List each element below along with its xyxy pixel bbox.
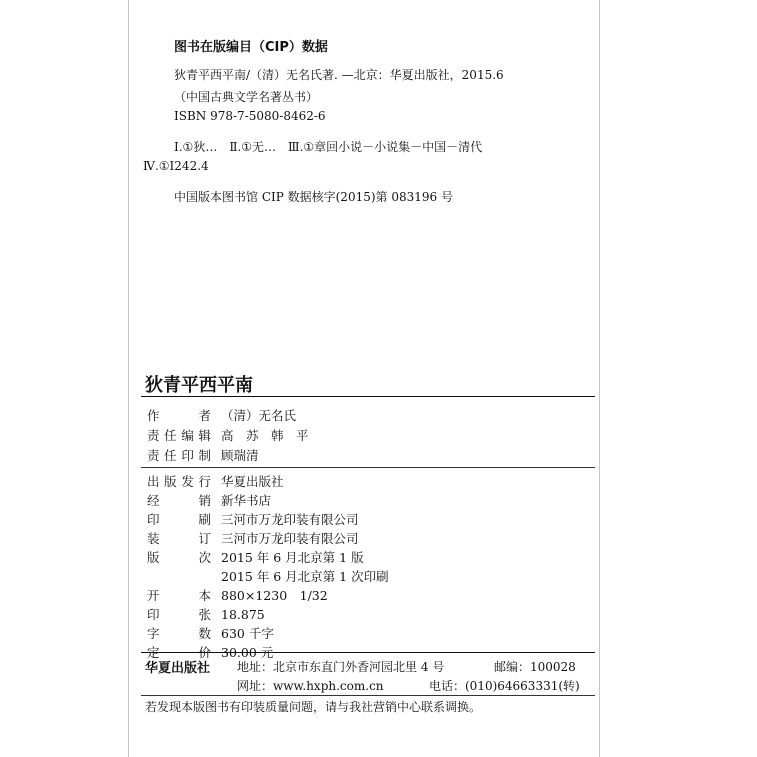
printer-value: 三河市万龙印装有限公司 bbox=[221, 512, 359, 527]
edition-value: 2015 年 6 月北京第 1 版 bbox=[221, 550, 364, 565]
format-row bbox=[147, 586, 328, 604]
price-label: 定 价 bbox=[147, 645, 211, 660]
printing-supervisor-label: 责任印制 bbox=[147, 448, 211, 463]
cip-verification-line: 中国版本图书馆 CIP 数据核字(2015)第 083196 号 bbox=[174, 190, 453, 204]
book-title: 狄青平西平南 bbox=[145, 375, 253, 396]
edition-label: 版 次 bbox=[147, 550, 211, 565]
printing-supervisor-row bbox=[147, 446, 259, 464]
printing-run-value: 2015 年 6 月北京第 1 次印刷 bbox=[221, 569, 389, 584]
format-label: 开 本 bbox=[147, 588, 211, 603]
word-count-value: 630 千字 bbox=[221, 626, 274, 641]
author-row bbox=[147, 406, 296, 424]
author-label: 作 者 bbox=[147, 408, 211, 423]
credits-divider bbox=[141, 467, 595, 468]
cip-class-number-line: Ⅳ.①I242.4 bbox=[143, 159, 209, 173]
publisher-value: 华夏出版社 bbox=[221, 474, 284, 489]
price-value: 30.00 元 bbox=[221, 645, 274, 660]
sheets-value: 18.875 bbox=[221, 607, 265, 622]
author-value: （清）无名氏 bbox=[221, 408, 297, 423]
cip-series-line: （中国古典文学名著丛书） bbox=[174, 90, 319, 104]
publisher-website: 网址：www.hxph.com.cn bbox=[237, 679, 384, 693]
printer-label: 印 刷 bbox=[147, 512, 211, 527]
distributor-value: 新华书店 bbox=[221, 493, 272, 508]
publisher-name: 华夏出版社 bbox=[145, 661, 211, 676]
edition-row bbox=[147, 548, 364, 566]
notice-divider bbox=[141, 695, 595, 696]
publisher-phone: 电话：(010)64663331(转) bbox=[429, 679, 580, 693]
quality-notice: 若发现本版图书有印装质量问题，请与我社营销中心联系调换。 bbox=[145, 700, 482, 714]
printing-supervisor-value: 顾瑞清 bbox=[221, 448, 259, 463]
publisher-label: 出版发行 bbox=[147, 474, 211, 489]
distributor-row bbox=[147, 491, 271, 509]
footer-divider bbox=[141, 652, 595, 653]
sheets-label: 印 张 bbox=[147, 607, 211, 622]
publisher-postcode: 邮编：100028 bbox=[494, 660, 576, 674]
binder-row bbox=[147, 529, 359, 547]
cip-classification-line: Ⅰ.①狄… Ⅱ.①无… Ⅲ.①章回小说－小说集－中国－清代 bbox=[174, 140, 483, 154]
title-divider bbox=[141, 396, 595, 397]
editor-value: 高 苏 韩 平 bbox=[221, 428, 309, 443]
publisher-address: 地址：北京市东直门外香河园北里 4 号 bbox=[237, 660, 445, 674]
word-count-label: 字 数 bbox=[147, 626, 211, 641]
printer-row bbox=[147, 510, 359, 528]
binder-label: 装 订 bbox=[147, 531, 211, 546]
cip-isbn-line: ISBN 978-7-5080-8462-6 bbox=[174, 109, 326, 123]
cip-title: 图书在版编目（CIP）数据 bbox=[174, 40, 328, 55]
word-count-row bbox=[147, 624, 274, 642]
cip-bibliographic-line: 狄青平西平南/（清）无名氏著. —北京：华夏出版社，2015.6 bbox=[174, 68, 504, 82]
binder-value: 三河市万龙印装有限公司 bbox=[221, 531, 359, 546]
printing-run-row bbox=[221, 567, 389, 585]
format-value: 880×1230 1/32 bbox=[221, 588, 328, 603]
copyright-page bbox=[128, 0, 600, 757]
editor-row bbox=[147, 426, 309, 444]
distributor-label: 经 销 bbox=[147, 493, 211, 508]
sheets-row bbox=[147, 605, 265, 623]
publisher-row bbox=[147, 472, 284, 490]
editor-label: 责任编辑 bbox=[147, 428, 211, 443]
